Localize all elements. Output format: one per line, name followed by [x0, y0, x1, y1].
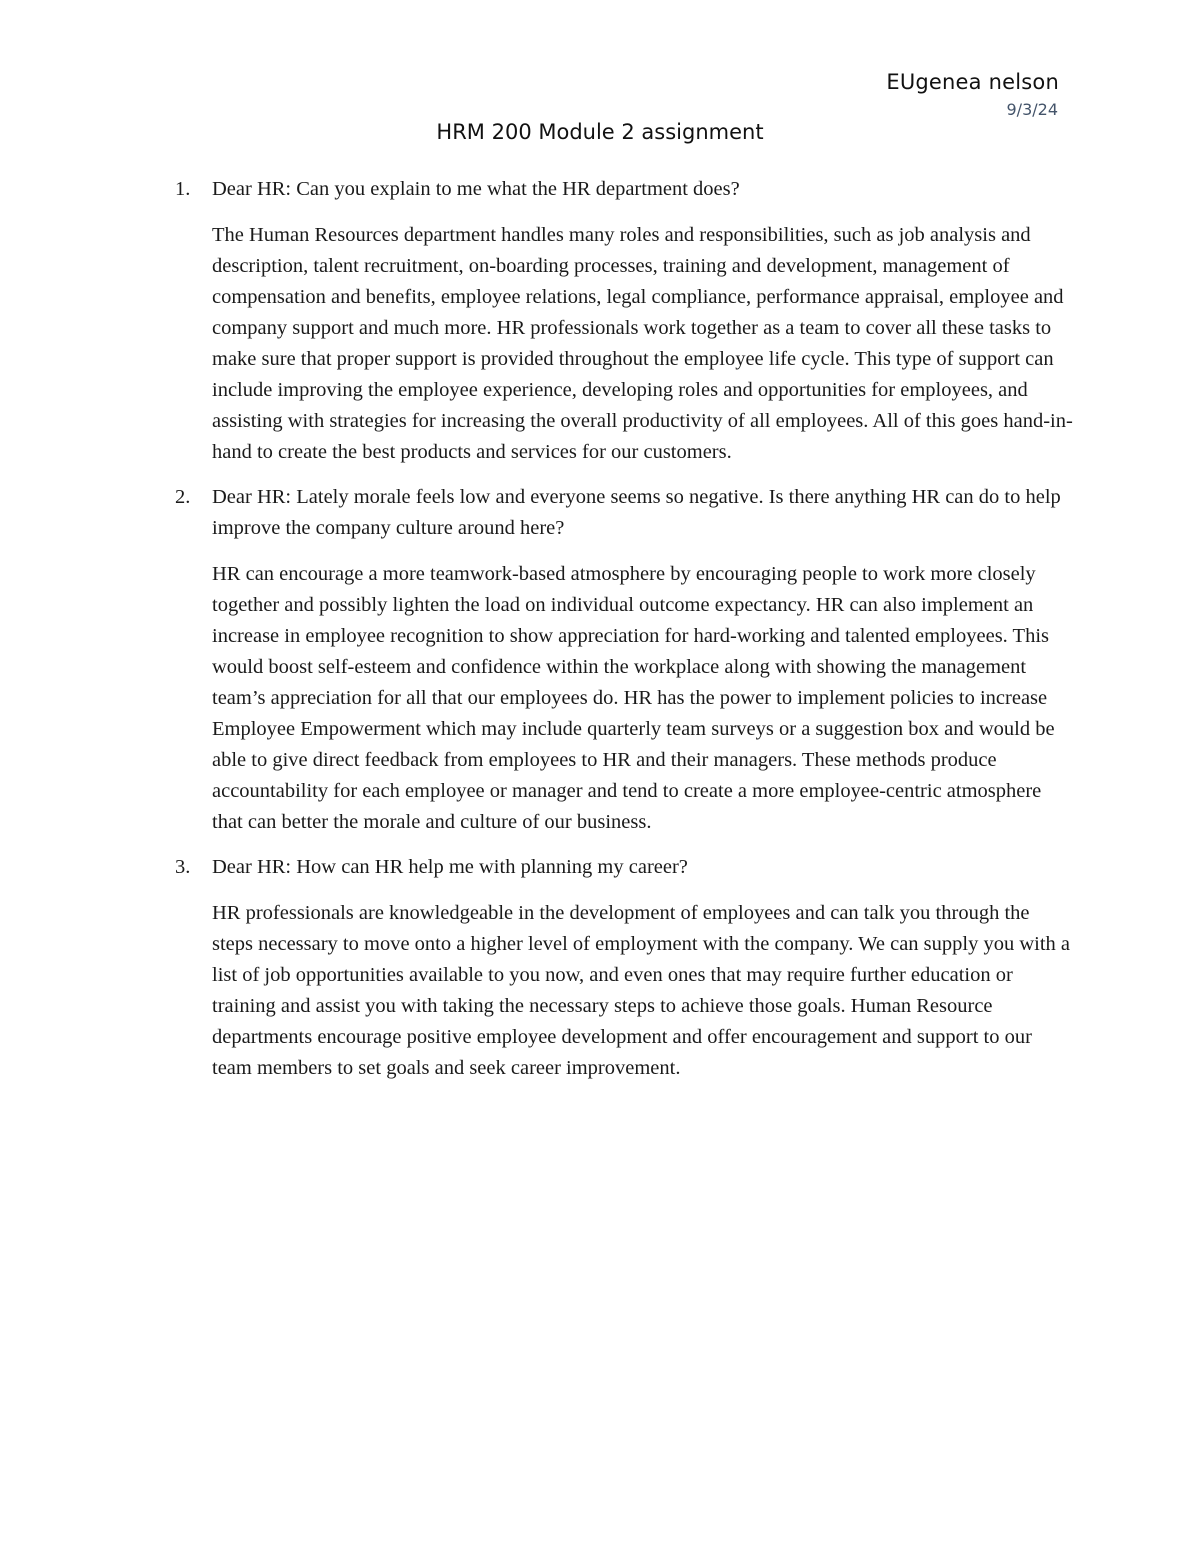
answer-1: The Human Resources department handles many roles and responsibilities, such as job analysis and description, talent recruitment, on-boarding processes, training and development, management of compensation and benefits, employee relations, legal compliance, performance appraisal, employee and company support and much more. HR professionals work together as a team to cover all these tasks to make sure that proper support is provided throughout the employee life cycle. This type of support can include improving the employee experience, developing roles and opportunities for employees, and assisting with strategies for increasing the overall productivity of all employees. All of this goes hand-in-hand to create the best products and services for our customers. — [212, 224, 1073, 463]
question-3 — [175, 852, 1075, 883]
answer-2: HR can encourage a more teamwork-based atmosphere by encouraging people to work more closely together and possibly lighten the load on individual outcome expectancy. HR can also implement an increase in employee recognition to show appreciation for hard-working and talented employees. This would boost self-esteem and confidence within the workplace along with showing the management team’s appreciation for all that our employees do. HR has the power to implement policies to increase Employee Empowerment which may include quarterly team surveys or a suggestion box and would be able to give direct feedback from employees to HR and their managers. These methods produce accountability for each employee or manager and tend to create a more employee-centric atmosphere that can better the morale and culture of our business. — [212, 563, 1055, 833]
author-name: EUgenea nelson — [886, 70, 1059, 94]
question-number: 2. — [175, 486, 191, 508]
question-1 — [175, 174, 1075, 205]
question-text: Dear HR: How can HR help me with planning my career? — [212, 856, 688, 878]
question-text: Dear HR: Can you explain to me what the HR department does? — [212, 178, 740, 200]
document-title: HRM 200 Module 2 assignment — [436, 120, 764, 144]
answer-3: HR professionals are knowledgeable in the development of employees and can talk you through the steps necessary to move onto a higher level of employment with the company. We can supply you with a list of job opportunities available to you now, and even ones that may require further education or training and assist you with taking the necessary steps to achieve those goals. Human Resource departments encourage positive employee development and offer encouragement and support to our team members to set goals and seek career improvement. — [212, 902, 1071, 1079]
document-body — [175, 174, 1075, 1098]
qa-item-1 — [175, 174, 1075, 468]
question-2 — [175, 482, 1075, 544]
qa-item-2 — [175, 482, 1075, 838]
question-number: 1. — [175, 178, 191, 200]
question-text: Dear HR: Lately morale feels low and everyone seems so negative. Is there anything HR can do to help improve the company culture around here? — [212, 486, 1061, 539]
qa-item-3 — [175, 852, 1075, 1084]
document-date: 9/3/24 — [1006, 100, 1058, 119]
question-number: 3. — [175, 856, 191, 878]
